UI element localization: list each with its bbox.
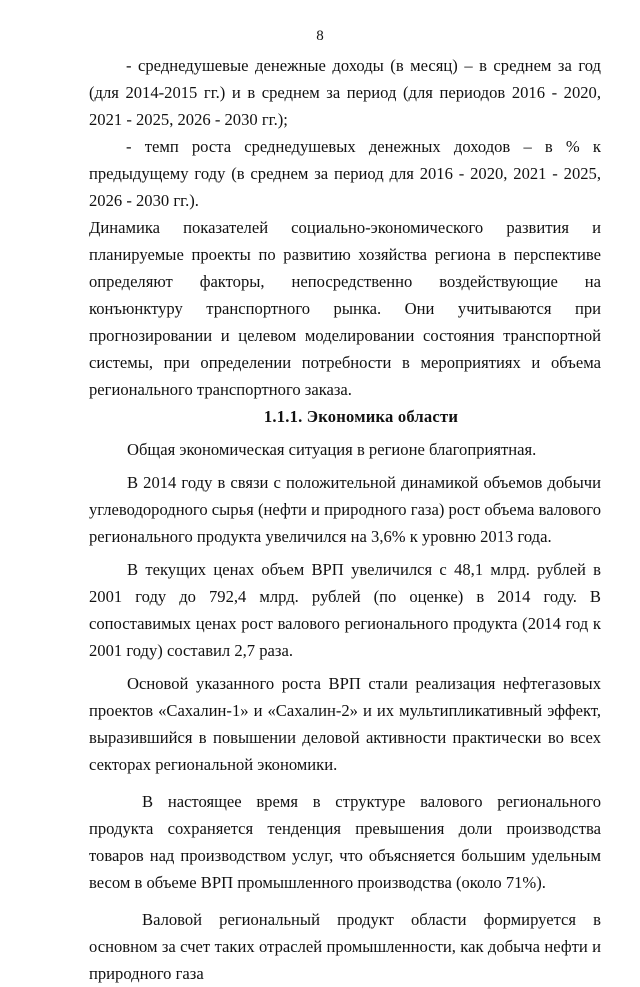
paragraph-oil-gas-projects: Основой указанного роста ВРП стали реализация нефтегазовых проектов «Сахалин-1» и «Сахалин-2» и их мультипликативный эффект, выразившийся в повышении деловой активности практически во всех секторах региональной экономики. bbox=[89, 674, 601, 774]
paragraph-2014-growth: В 2014 году в связи с положительной динамикой объемов добычи углеводородного сырья (нефти и природного газа) рост объема валового регионального продукта увеличился на 3,6% к уровню 2013 года. bbox=[89, 473, 601, 546]
section-heading: 1.1.1. Экономика области bbox=[263, 407, 459, 426]
paragraph-general-situation: Общая экономическая ситуация в регионе благоприятная. bbox=[127, 440, 537, 459]
page-number: 8 bbox=[316, 28, 324, 44]
paragraph-grp-industries: Валовой региональный продукт области формируется в основном за счет таких отраслей промышленности, как добыча нефти и природного газа bbox=[89, 910, 601, 983]
document-body bbox=[89, 52, 601, 987]
bullet-income-growth: - темп роста среднедушевых денежных доходов – в % к предыдущему году (в среднем за период для 2016 - 2020, 2021 - 2025, 2026 - 2030 гг.). bbox=[89, 137, 601, 210]
paragraph-grp-structure: В настоящее время в структуре валового регионального продукта сохраняется тенденция превышения доли производства товаров над производством услуг, что объясняется большим удельным весом в объеме ВРП промышленного производства (около 71%). bbox=[89, 792, 601, 892]
paragraph-dynamics: Динамика показателей социально-экономического развития и планируемые проекты по развитию хозяйства региона в перспективе определяют факторы, непосредственно воздействующие на конъюнктуру транспортного рынка. Они учитываются при прогнозировании и целевом моделировании состояния транспортной системы, при определении потребности в мероприятиях и объема регионального транспортного заказа. bbox=[89, 218, 601, 399]
paragraph-grp-current-prices: В текущих ценах объем ВРП увеличился с 48,1 млрд. рублей в 2001 году до 792,4 млрд. рублей (по оценке) в 2014 году. В сопоставимых ценах рост валового регионального продукта (2014 год к 2001 году) составил 2,7 раза. bbox=[89, 560, 601, 660]
bullet-income-average: - среднедушевые денежные доходы (в месяц) – в среднем за год (для 2014-2015 гг.) и в среднем за период (для периодов 2016 - 2020, 2021 - 2025, 2026 - 2030 гг.); bbox=[89, 56, 601, 129]
